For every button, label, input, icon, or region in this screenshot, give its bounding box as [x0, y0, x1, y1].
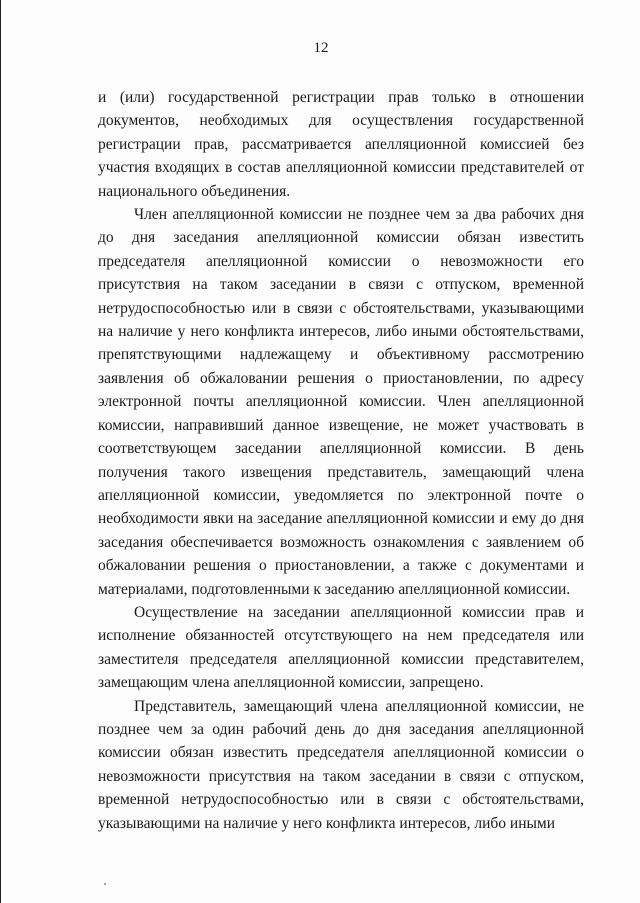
page-number: 12: [313, 40, 329, 56]
scan-speck: [104, 883, 106, 885]
paragraph-1: и (или) государственной регистрации прав только в отношении документов, необходимых для осуществления государственной регистрации прав, рассматривается апелляционной комиссией без участия входящих в состав апелляционной комиссии представителей от национального объединения.: [98, 89, 584, 200]
document-body: [98, 86, 584, 835]
paragraph-2: Член апелляционной комиссии не позднее чем за два рабочих дня до дня заседания апелляционной комиссии обязан известить председателя апелляционной комиссии о невозможности его присутствия на таком заседании в связи с отпуском, временной нетрудоспособностью или в связи с обстоятельствами, указывающими на наличие у него конфликта интересов, либо иными обстоятельствами, препятствующими надлежащему и объективному рассмотрению заявления об обжаловании решения о приостановлении, по адресу электронной почты апелляционной комиссии. Член апелляционной комиссии, направивший данное извещение, не может участвовать в соответствующем заседании апелляционной комиссии. В день получения такого извещения представитель, замещающий члена апелляционной комиссии, уведомляется по электронной почте о необходимости явки на заседание апелляционной комиссии и ему до дня заседания обеспечивается возможность ознакомления с заявлением об обжаловании решения о приостановлении, а также с документами и материалами, подготовленными к заседанию апелляционной комиссии.: [98, 206, 584, 598]
paragraph-3: Осуществление на заседании апелляционной комиссии прав и исполнение обязанностей отсутствующего на нем председателя или заместителя председателя апелляционной комиссии представителем, замещающим члена апелляционной комиссии, запрещено.: [98, 603, 584, 692]
paragraph-4: Представитель, замещающий члена апелляционной комиссии, не позднее чем за один рабочий день до дня заседания апелляционной комиссии обязан известить председателя апелляционной комиссии о невозможности присутствия на таком заседании в связи с отпуском, временной нетрудоспособностью или в связи с обстоятельствами, указывающими на наличие у него конфликта интересов, либо иными: [98, 697, 584, 832]
